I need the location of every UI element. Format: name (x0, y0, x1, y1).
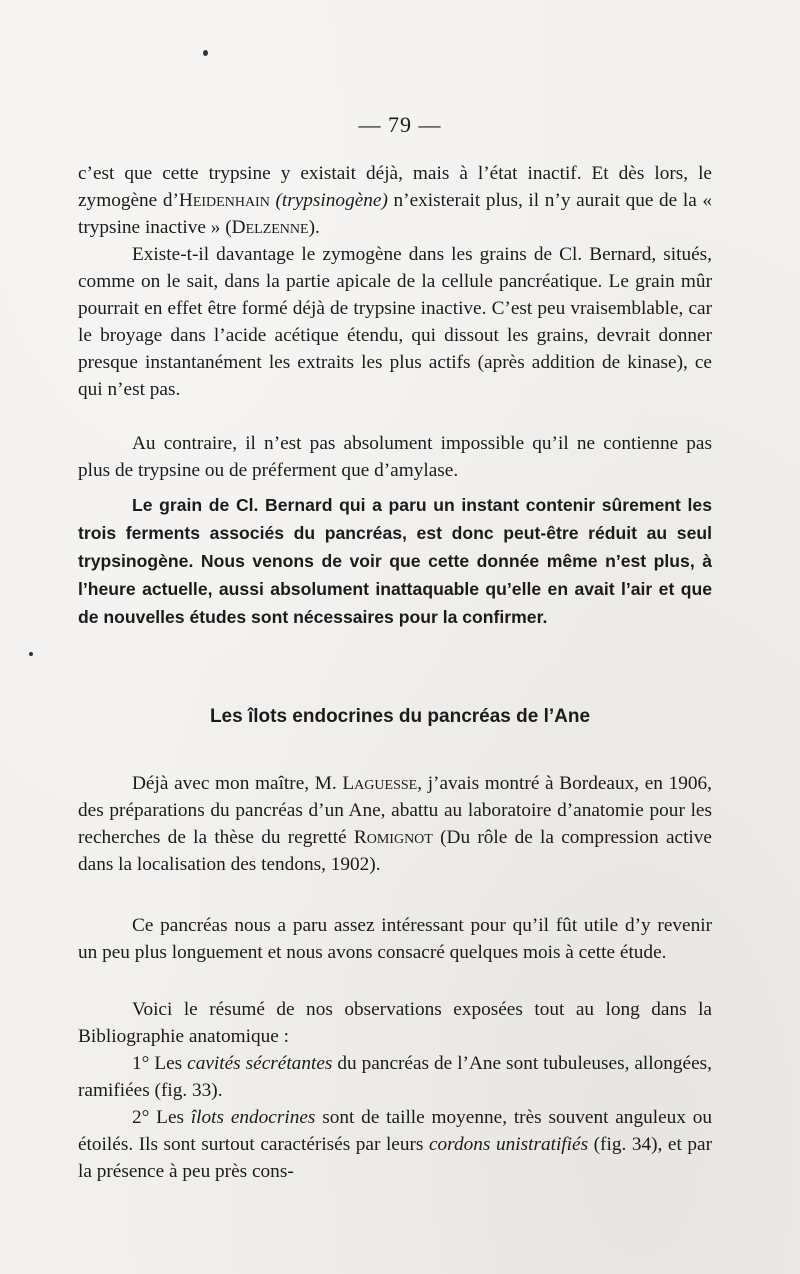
paragraph-5-text-c: (Du rôle de la compression active dans la localisation des tendons, 1902). (78, 827, 712, 875)
list-item-1 (78, 1050, 712, 1104)
term-cordons-unistratifies: cordons unistratifiés (428, 1134, 589, 1155)
paragraph-1-text-b: n’existerait plus, il n’y aurait que de la « trypsine inactive » ( (78, 190, 713, 238)
term-ilots-endocrines: îlots endocrines (190, 1107, 316, 1128)
list-item-2-number: 2° (132, 1107, 150, 1128)
list-item-1-text-a: Les (149, 1053, 188, 1074)
term-cavites-secretantes: cavités sécrétantes (187, 1053, 333, 1074)
paragraph-5 (78, 770, 712, 878)
paragraph-2: Existe-t-il davantage le zymogène dans les grains de Cl. Bernard, situés, comme on le sait, dans la partie apicale de la cellule pancréatique. Le grain mûr pourrait en effet être formé déjà de trypsine inactive. C’est peu vraisemblable, car le broyage dans l’acide acétique étendu, qui dissout les grains, devrait donner presque instantanément les extraits les plus actifs (après addition de kinase), ce qui n’est pas. (78, 244, 712, 400)
paragraph-6: Ce pancréas nous a paru assez intéressant pour qu’il fût utile d’y revenir un peu plus longuement et nous avons consacré quelques mois à cette étude. (78, 915, 712, 963)
paragraph-5-text-b: , j’avais montré à Bordeaux, en 1906, des préparations du pancréas d’un Ane, abattu au laboratoire d’anatomie pour les recherches de la thèse du regretté (78, 773, 713, 848)
author-romignot: Romignot (353, 827, 433, 848)
list-item-2-text-b: sont de taille moyenne, très souvent anguleux ou étoilés. Ils sont surtout caractérisés par leurs (78, 1107, 712, 1155)
section-heading: Les îlots endocrines du pancréas de l’Ane (209, 706, 591, 727)
list-item-1-text-b: du pancréas de l’Ane sont tubuleuses, allongées, ramifiées (fig. 33). (78, 1053, 712, 1101)
paragraph-1 (78, 160, 712, 241)
author-delzenne: Delzenne (231, 217, 309, 238)
list-item-2-text-c: (fig. 34), et par la présence à peu près cons- (78, 1134, 712, 1182)
author-heidenhain: Heidenhain (178, 190, 270, 211)
print-speck (29, 652, 33, 656)
paragraph-7: Voici le résumé de nos observations exposées tout au long dans la Bibliographie anatomique : (78, 999, 712, 1047)
term-trypsinogene: (trypsinogène) (275, 190, 388, 211)
paragraph-1-text-a: c’est que cette trypsine y existait déjà, mais à l’état inactif. Et dès lors, le zymogène d’ (78, 163, 712, 211)
list-item-2-text-a: Les (149, 1107, 191, 1128)
paragraph-3: Au contraire, il n’est pas absolument impossible qu’il ne contienne pas plus de trypsine ou de préferment que d’amylase. (78, 433, 712, 481)
paragraph-5-text-a: Déjà avec mon maître, M. (132, 773, 343, 794)
print-speck (203, 50, 208, 56)
paragraph-4-bold: Le grain de Cl. Bernard qui a paru un instant contenir sûrement les trois ferments associés du pancréas, est donc peut-être réduit au seul trypsinogène. Nous venons de voir que cette donnée même n’est plus, à l’heure actuelle, aussi absolument inattaquable qu’elle en avait l’air et que de nouvelles études sont nécessaires pour la confirmer. (78, 495, 712, 627)
page-number: — 79 — (358, 112, 442, 137)
paragraph-1-text-c: ). (308, 217, 320, 238)
author-laguesse: Laguesse (342, 773, 418, 794)
list-item-1-number: 1° (132, 1053, 150, 1074)
list-item-2 (78, 1104, 712, 1185)
